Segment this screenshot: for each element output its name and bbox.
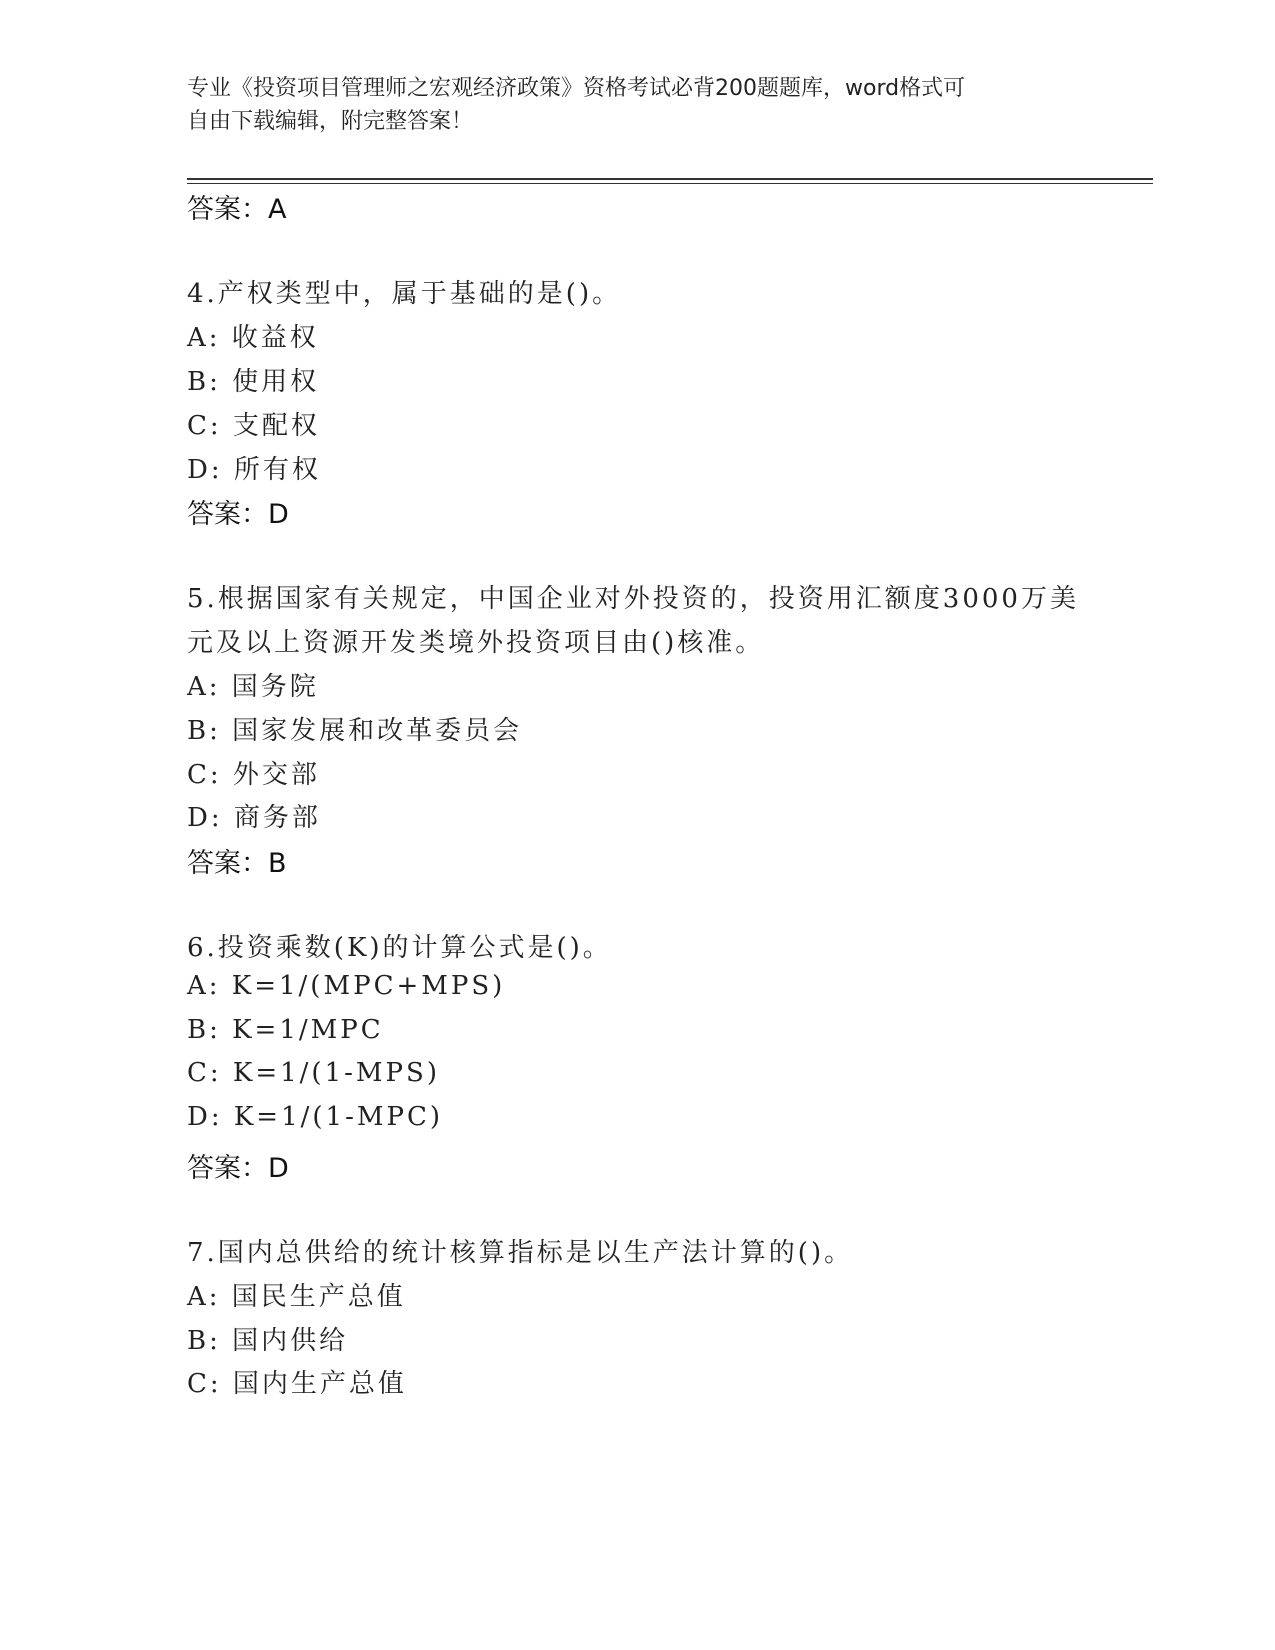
question-7-option-a: A: 国民生产总值	[187, 1282, 406, 1312]
question-4-option-a: A: 收益权	[187, 323, 319, 353]
answer-q6: 答案：D	[187, 1153, 289, 1184]
question-5-option-a: A: 国务院	[187, 672, 319, 702]
question-7-option-b: B: 国内供给	[187, 1326, 349, 1356]
header-divider-thick	[187, 178, 1153, 180]
question-7-option-c: C: 国内生产总值	[187, 1369, 407, 1399]
answer-q5: 答案：B	[187, 848, 287, 879]
question-6-option-a: A: K=1/(MPC+MPS)	[187, 971, 506, 1001]
question-6-stem: 6.投资乘数(K)的计算公式是()。	[187, 933, 612, 963]
question-6-option-c: C: K=1/(1-MPS)	[187, 1058, 440, 1088]
question-4-option-d: D: 所有权	[187, 455, 321, 485]
question-5-option-d: D: 商务部	[187, 803, 321, 833]
question-5-option-b: B: 国家发展和改革委员会	[187, 716, 523, 746]
document-header	[187, 72, 1087, 138]
header-line-1: 专业《投资项目管理师之宏观经济政策》资格考试必背200题题库，word格式可	[187, 76, 966, 101]
answer-q3: 答案：A	[187, 194, 287, 225]
question-7-stem: 7.国内总供给的统计核算指标是以生产法计算的()。	[187, 1238, 854, 1268]
question-6-option-d: D: K=1/(1-MPC)	[187, 1102, 444, 1132]
header-line-2: 自由下载编辑，附完整答案！	[187, 109, 474, 134]
question-4-stem: 4.产权类型中，属于基础的是()。	[187, 279, 622, 309]
question-6-option-b: B: K=1/MPC	[187, 1015, 384, 1045]
question-5-stem-line-2: 元及以上资源开发类境外投资项目由()核准。	[187, 628, 765, 658]
question-5-stem-line-1: 5.根据国家有关规定，中国企业对外投资的，投资用汇额度3000万美	[187, 584, 1079, 614]
question-4-option-b: B: 使用权	[187, 367, 320, 397]
answer-q4: 答案：D	[187, 499, 289, 530]
header-divider-thin	[187, 183, 1153, 184]
question-4-option-c: C: 支配权	[187, 411, 320, 441]
question-5-option-c: C: 外交部	[187, 760, 320, 790]
